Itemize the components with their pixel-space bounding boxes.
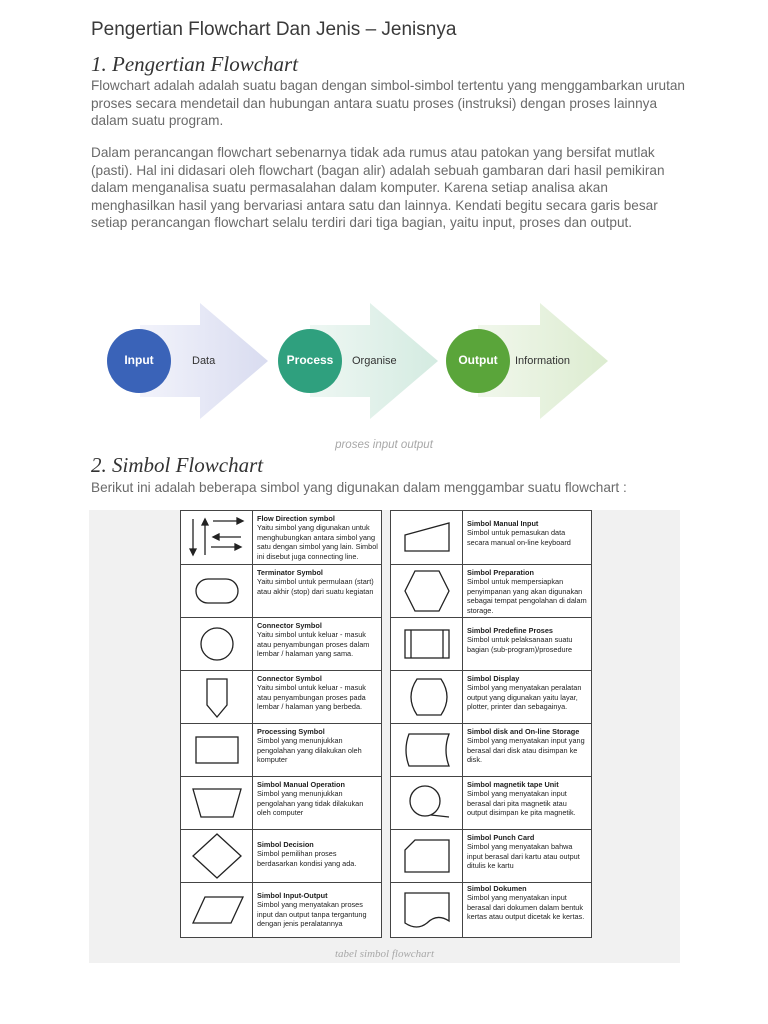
punch-card-icon [391, 830, 463, 882]
table-row: Simbol disk and On-line Storage Simbol yang menyatakan input yang berasal dari disk atau disimpan ke disk. [391, 723, 591, 776]
paragraph-definition: Flowchart adalah adalah suatu bagan dengan simbol-simbol tertentu yang menggambarkan urutan proses secara mendetail dan hubungan antara suatu proses (instruksi) dengan proses lainnya dalam suatu program. [91, 78, 685, 128]
output-stage-label: Information [515, 355, 571, 367]
input-process-output-diagram [0, 295, 768, 435]
process-circle-label: Process [286, 353, 334, 367]
table-row: Simbol Punch Card Simbol yang menyatakan bahwa input berasal dari kartu atau output ditulis ke kartu [391, 829, 591, 882]
table-row: Simbol magnetik tape Unit Simbol yang menyatakan input berasal dari pita magnetik atau output disimpan ke pita magnetik. [391, 776, 591, 829]
table-caption: tabel simbol flowchart [335, 948, 434, 960]
table-row: Simbol Dokumen Simbol yang menyatakan input berasal dari dokumen dalam bentuk kertas atau output dicetak ke kertas. [391, 882, 591, 937]
process-rect-icon [181, 724, 253, 776]
input-circle-label: Input [124, 353, 154, 367]
preparation-hexagon-icon [391, 565, 463, 617]
input-stage-label: Data [192, 355, 216, 367]
manual-input-icon [391, 511, 463, 564]
output-circle-label: Output [458, 353, 498, 367]
table-row: Simbol Predefine Proses Simbol untuk pelaksanaan suatu bagian (sub-program)/prosedure [391, 617, 591, 670]
symbol-table-image [89, 510, 680, 963]
magnetic-tape-icon [391, 777, 463, 829]
predefined-process-icon [391, 618, 463, 670]
paragraph-design: Dalam perancangan flowchart sebenarnya tidak ada rumus atau patokan yang bersifat mutlak (pasti). Hal ini didasari oleh flowchart (bagan alir) adalah sebuah gambaran dari hasil pemikiran dalam menganalisa suatu permasalahan dalam komputer. Karena setiap analisa akan menghasilkan hasil yang bervariasi antara satu dan lainnya. Kendati begitu secara garis besar setiap perancangan flowchart selalu terdiri dari tiga bagian, yaitu input, proses dan output. [91, 145, 665, 230]
table-row: Simbol Display Simbol yang menyatakan peralatan output yang digunakan yaitu layar, plotter, printer dan sebagainya. [391, 670, 591, 723]
terminator-icon [181, 565, 253, 617]
table-row: Terminator Symbol Yaitu simbol untuk permulaan (start) atau akhir (stop) dari suatu kegiatan [181, 564, 381, 617]
section-heading-pengertian: 1. Pengertian Flowchart [91, 52, 299, 76]
table-row: Processing Symbol Simbol yang menunjukkan pengolahan yang dilakukan oleh komputer [181, 723, 381, 776]
table-row: Connector Symbol Yaitu simbol untuk keluar - masuk atau penyambungan proses dalam lembar / halaman yang sama. [181, 617, 381, 670]
table-row: Simbol Manual Operation Simbol yang menunjukkan pengolahan yang tidak dilakukan oleh computer [181, 776, 381, 829]
diagram-caption: proses input output [335, 439, 433, 451]
manual-operation-icon [181, 777, 253, 829]
document-icon [391, 883, 463, 937]
section-heading-simbol: 2. Simbol Flowchart [91, 453, 264, 477]
table-row: Flow Direction symbol Yaitu simbol yang digunakan untuk menghubungkan antara simbol yang satu dengan simbol yang lain. Simbol ini disebut juga connecting line. [181, 511, 381, 564]
decision-diamond-icon [181, 830, 253, 882]
process-stage-label: Organise [352, 355, 397, 367]
symbol-table-left [180, 510, 382, 938]
connector-circle-icon [181, 618, 253, 670]
table-row: Simbol Input-Output Simbol yang menyatakan proses input dan output tanpa tergantung dengan jenis peralatannya [181, 882, 381, 937]
page-title: Pengertian Flowchart Dan Jenis – Jenisnya [91, 19, 457, 40]
offpage-connector-icon [181, 671, 253, 723]
paragraph-symbols-intro: Berikut ini adalah beberapa simbol yang digunakan dalam menggambar suatu flowchart : [91, 480, 627, 495]
display-icon [391, 671, 463, 723]
table-row: Connector Symbol Yaitu simbol untuk keluar - masuk atau penyambungan proses pada lembar / halaman yang berbeda. [181, 670, 381, 723]
online-storage-icon [391, 724, 463, 776]
table-row: Simbol Preparation Simbol untuk mempersiapkan penyimpanan yang akan digunakan sebagai tempat pengolahan di dalam storage. [391, 564, 591, 617]
table-row: Simbol Manual Input Simbol untuk pemasukan data secara manual on-line keyboard [391, 511, 591, 564]
input-output-icon [181, 883, 253, 937]
table-row: Simbol Decision Simbol pemilihan proses berdasarkan kondisi yang ada. [181, 829, 381, 882]
symbol-table-right [390, 510, 592, 938]
flow-direction-icon [181, 511, 253, 564]
